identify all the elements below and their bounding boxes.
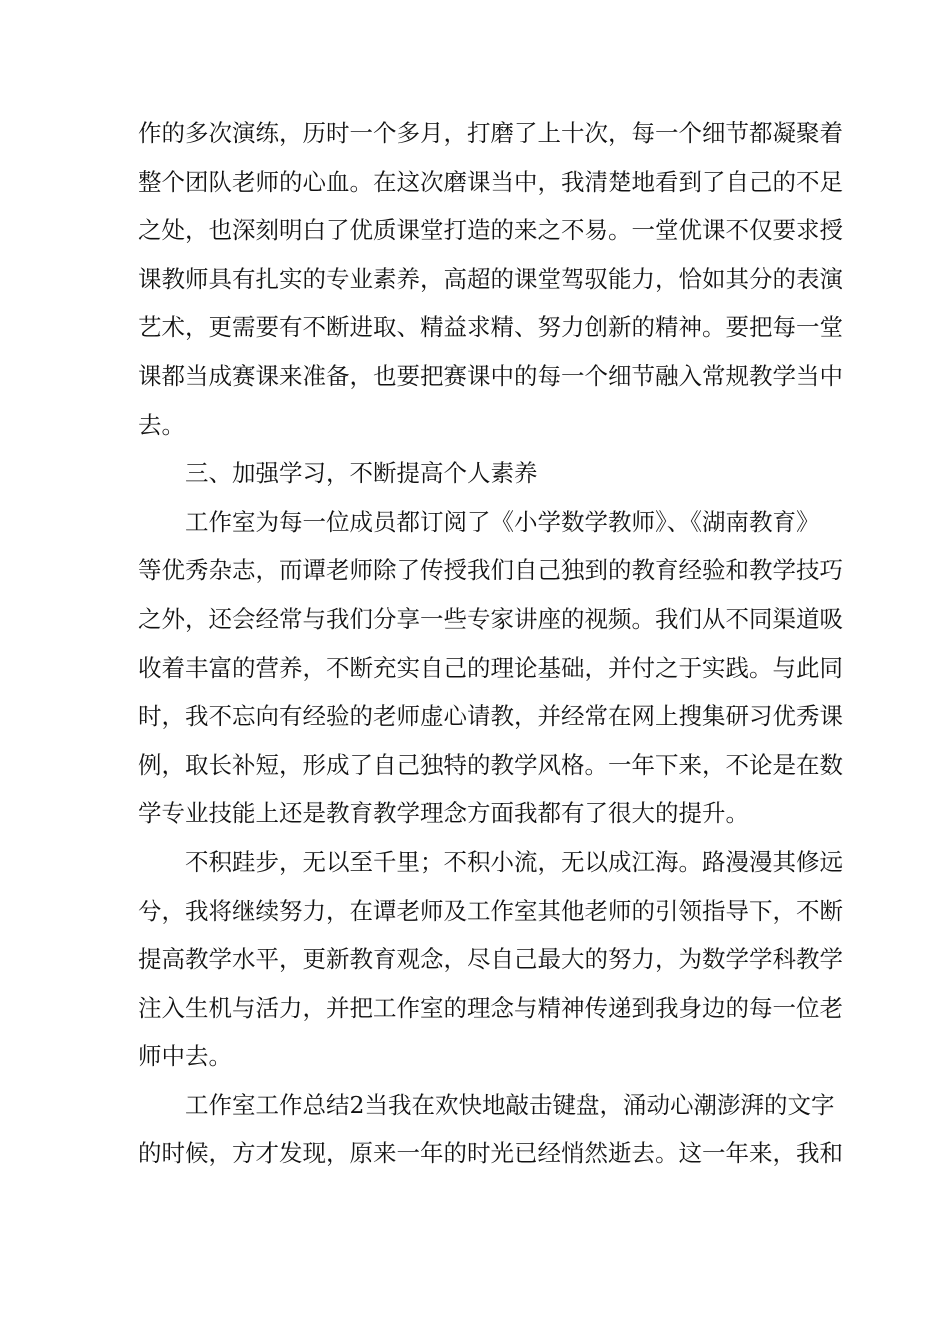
- text-line: 师中去。: [138, 1042, 232, 1071]
- text-line: 学专业技能上还是教育教学理念方面我都有了很大的提升。: [138, 799, 749, 828]
- text-line: 之外，还会经常与我们分享一些专家讲座的视频。我们从不同渠道吸: [138, 604, 843, 633]
- text-line: 工作室工作总结2当我在欢快地敲击键盘，涌动心潮澎湃的文字: [185, 1090, 835, 1119]
- section-heading: 三、加强学习，不断提高个人素养: [185, 459, 538, 488]
- document-body: [138, 109, 843, 1178]
- text-line: 去。: [138, 410, 185, 439]
- text-line: 的时候，方才发现，原来一年的时光已经悄然逝去。这一年来，我和: [138, 1139, 843, 1168]
- text-line: 课教师具有扎实的专业素养，高超的课堂驾驭能力，恰如其分的表演: [138, 264, 843, 293]
- text-line: 不积跬步，无以至千里；不积小流，无以成江海。路漫漫其修远: [185, 847, 843, 876]
- text-line: 艺术，更需要有不断进取、精益求精、努力创新的精神。要把每一堂: [138, 313, 843, 342]
- text-line: 收着丰富的营养，不断充实自己的理论基础，并付之于实践。与此同: [138, 653, 843, 682]
- text-line: 作的多次演练，历时一个多月，打磨了上十次，每一个细节都凝聚着: [138, 119, 843, 147]
- text-line: 等优秀杂志，而谭老师除了传授我们自己独到的教育经验和教学技巧: [138, 556, 843, 585]
- text-line: 之处，也深刻明白了优质课堂打造的来之不易。一堂优课不仅要求授: [138, 216, 843, 245]
- text-line: 整个团队老师的心血。在这次磨课当中，我清楚地看到了自己的不足: [138, 167, 843, 196]
- text-line: 注入生机与活力，并把工作室的理念与精神传递到我身边的每一位老: [138, 993, 843, 1022]
- text-line: 时，我不忘向有经验的老师虚心请教，并经常在网上搜集研习优秀课: [138, 702, 843, 731]
- text-line: 工作室为每一位成员都订阅了《小学数学教师》、《湖南教育》: [185, 507, 820, 536]
- text-line: 提高教学水平，更新教育观念，尽自己最大的努力，为数学学科教学: [138, 945, 843, 974]
- text-line: 课都当成赛课来准备，也要把赛课中的每一个细节融入常规教学当中: [138, 361, 843, 390]
- text-line: 例，取长补短，形成了自己独特的教学风格。一年下来，不论是在数: [138, 750, 843, 779]
- text-line: 兮，我将继续努力，在谭老师及工作室其他老师的引领指导下，不断: [138, 896, 843, 925]
